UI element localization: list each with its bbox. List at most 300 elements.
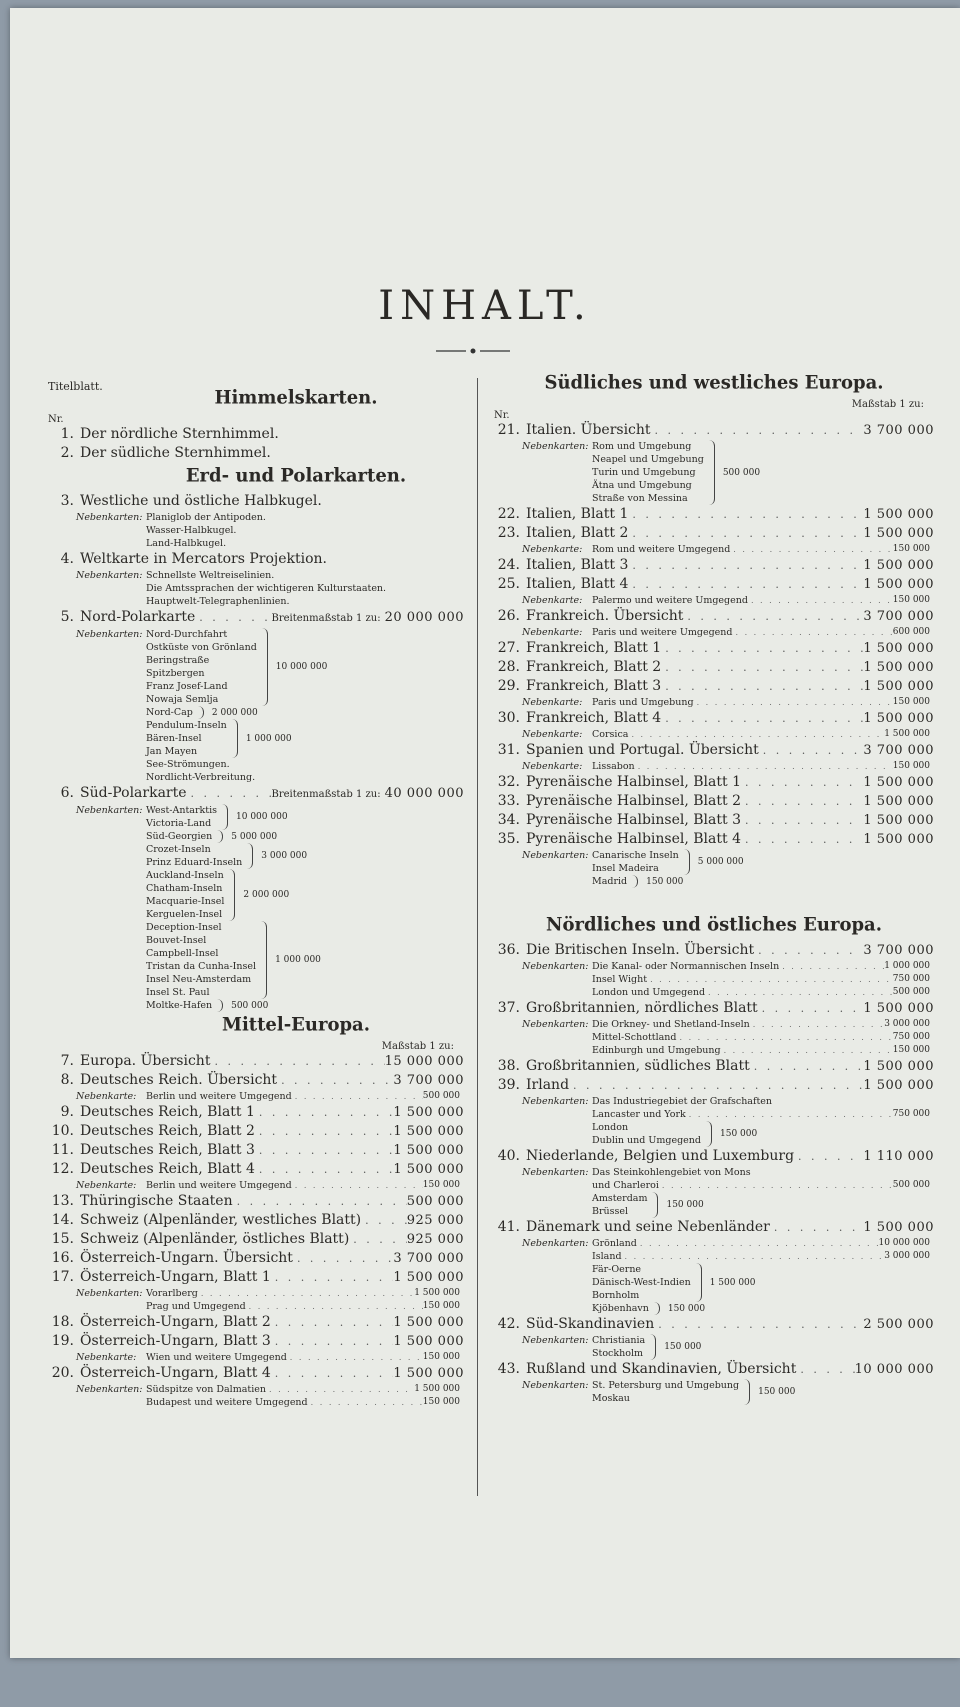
- nebenkarte-row: [494, 1263, 691, 1276]
- toc-entry-line: [48, 1364, 464, 1383]
- entry-scale: 1 500 000: [393, 1334, 464, 1349]
- toc-entry: [494, 792, 934, 811]
- leader-dots: [292, 1090, 423, 1103]
- entry-number: 37.: [497, 1000, 520, 1016]
- nebenkarte-name: West-Antarktis: [146, 805, 218, 816]
- nebenkarte-row: [48, 680, 257, 693]
- nebenkarte-name: Palermo und weitere Umgegend: [592, 595, 748, 606]
- nebenkarte-scale: 500 000: [892, 1180, 930, 1190]
- nebenkarten-group-items: [48, 830, 212, 843]
- nebenkarte-name: Das Steinkohlengebiet von Mons: [592, 1167, 751, 1178]
- nebenkarte-label: [76, 869, 146, 882]
- leader-dots: [686, 1108, 893, 1121]
- nebenkarte-name: Jan Mayen: [146, 746, 198, 757]
- toc-entry: [494, 556, 934, 575]
- entry-number: 36.: [497, 942, 520, 958]
- nebenkarte-label: [76, 719, 146, 732]
- nebenkarten-group-items: [48, 719, 227, 758]
- entry-scale: 1 500 000: [863, 641, 934, 656]
- page-title: INHALT.: [378, 283, 592, 329]
- entry-title: Der nördliche Sternhimmel.: [80, 426, 279, 442]
- nebenkarte-name: Beringstraße: [146, 655, 210, 666]
- toc-entry-line: [494, 677, 934, 696]
- nebenkarte-name: Prag und Umgegend: [146, 1301, 246, 1312]
- nebenkarte-label: [76, 960, 146, 973]
- nebenkarte-name: Planiglob der Antipoden.: [146, 512, 266, 523]
- nebenkarte-row: [48, 667, 257, 680]
- nebenkarte-name: Vorarlberg: [146, 1288, 198, 1299]
- entry-title: Nord-Polarkarte: [80, 609, 196, 625]
- toc-entry: [494, 677, 934, 709]
- nebenkarte-name: Fär-Oerne: [592, 1264, 642, 1275]
- nebenkarte-name: Island: [592, 1251, 622, 1262]
- nebenkarte-label: [522, 1347, 592, 1360]
- toc-entry-line: [494, 773, 934, 792]
- nebenkarten-group: [494, 1121, 934, 1147]
- nebenkarte-name: Mittel-Schottland: [592, 1032, 677, 1043]
- leader-dots: [661, 709, 863, 728]
- toc-entry: [494, 811, 934, 830]
- nebenkarte-label: [76, 693, 146, 706]
- nebenkarte-name: Bornholm: [592, 1290, 640, 1301]
- entry-title: Deutsches Reich, Blatt 3: [80, 1142, 255, 1158]
- nebenkarte-name: Franz Josef-Land: [146, 681, 228, 692]
- nebenkarte-scale: 600 000: [892, 627, 930, 637]
- entry-scale: 1 500 000: [393, 1270, 464, 1285]
- nr-column-header: Nr.: [494, 410, 510, 421]
- nebenkarte-row: [494, 1018, 934, 1031]
- nebenkarte-label: Nebenkarten:: [76, 805, 143, 816]
- entry-title: Frankreich, Blatt 4: [526, 710, 662, 726]
- toc-entry-line: [494, 792, 934, 811]
- nebenkarte-row: [48, 569, 464, 582]
- toc-entry-line: [494, 709, 934, 728]
- leader-dots: [233, 1192, 407, 1211]
- toc-entry-line: [494, 1315, 934, 1334]
- toc-entry-line: [48, 608, 464, 628]
- entry-number: 8.: [60, 1072, 74, 1088]
- nebenkarte-scale: 150 000: [422, 1301, 460, 1311]
- entry-title: Süd-Skandinavien: [526, 1316, 655, 1332]
- nebenkarte-name: Nowaja Semlja: [146, 694, 219, 705]
- nebenkarte-row: [494, 760, 934, 773]
- toc-entry: [494, 1360, 934, 1405]
- nebenkarte-scale: 750 000: [892, 1109, 930, 1119]
- entry-scale: 1 500 000: [393, 1315, 464, 1330]
- nebenkarte-row: [494, 594, 934, 607]
- toc-entry-line: [494, 811, 934, 830]
- nebenkarten-group: [494, 1263, 934, 1302]
- toc-entry-line: [494, 1360, 934, 1379]
- entry-scale: 925 000: [406, 1213, 464, 1228]
- nebenkarte-label: [522, 1031, 592, 1044]
- toc-entry-line: [494, 607, 934, 626]
- nebenkarte-label: [76, 706, 146, 719]
- toc-entry-line: [48, 1268, 464, 1287]
- nebenkarte-row: [48, 973, 256, 986]
- nebenkarte-name: Dublin und Umgegend: [592, 1135, 701, 1146]
- entry-title: Europa. Übersicht: [80, 1053, 211, 1069]
- entry-scale: 1 500 000: [863, 660, 934, 675]
- nebenkarte-name: Berlin und weitere Umgegend: [146, 1180, 292, 1191]
- entry-title: Österreich-Ungarn, Blatt 2: [80, 1314, 271, 1330]
- right-column: [494, 370, 934, 1405]
- group-scale: 3 000 000: [261, 851, 308, 861]
- leader-dots: [758, 999, 864, 1018]
- nebenkarte-name: Amsterdam: [592, 1193, 648, 1204]
- nebenkarte-label: [522, 875, 592, 888]
- nebenkarte-row: [48, 595, 464, 608]
- toc-entry-line: [48, 1313, 464, 1332]
- entry-scale: 3 700 000: [863, 423, 934, 438]
- nebenkarten-group-items: [494, 1263, 691, 1302]
- scale-column-header: Maßstab 1 zu:: [851, 399, 924, 410]
- nebenkarte-label: Nebenkarte:: [522, 595, 583, 606]
- toc-entry-line: [48, 1230, 464, 1249]
- toc-entry: [48, 608, 464, 784]
- entry-scale: 1 500 000: [863, 1059, 934, 1074]
- nebenkarten-group: [48, 706, 464, 719]
- nebenkarte-row: [494, 1044, 934, 1057]
- group-brace: [691, 1263, 702, 1302]
- nebenkarten-group-items: [494, 1302, 649, 1315]
- nebenkarte-row: [494, 849, 679, 862]
- entry-title: Deutsches Reich. Übersicht: [80, 1072, 278, 1088]
- nebenkarte-name: Paris und weitere Umgegend: [592, 627, 733, 638]
- entry-title: Italien, Blatt 4: [526, 576, 629, 592]
- nebenkarte-name: Madrid: [592, 876, 628, 887]
- nebenkarte-row: [494, 492, 704, 505]
- toc-entry-line: [494, 1057, 934, 1076]
- entry-scale: 1 500 000: [863, 711, 934, 726]
- nebenkarte-label: Nebenkarte:: [76, 1352, 137, 1363]
- entry-title: Italien. Übersicht: [526, 422, 651, 438]
- toc-entry: [48, 1141, 464, 1160]
- leader-dots: [236, 524, 464, 537]
- nebenkarten-group-items: [48, 706, 193, 719]
- entry-number: 24.: [497, 557, 520, 573]
- nebenkarte-label: [522, 1289, 592, 1302]
- leader-dots: [721, 1044, 893, 1057]
- entry-number: 34.: [497, 812, 520, 828]
- entry-number: 23.: [497, 525, 520, 541]
- leader-dots: [266, 1383, 414, 1396]
- nebenkarten-group: [494, 875, 934, 888]
- toc-entry-line: [48, 492, 464, 511]
- nebenkarte-label: Nebenkarte:: [522, 761, 583, 772]
- nebenkarte-row: [494, 862, 679, 875]
- leader-dots: [386, 582, 464, 595]
- group-scale: 10 000 000: [236, 812, 288, 822]
- nebenkarte-row: [494, 1347, 645, 1360]
- leader-dots: [271, 1268, 394, 1287]
- nebenkarte-scale: 750 000: [892, 974, 930, 984]
- nebenkarte-label: [76, 973, 146, 986]
- leader-dots: [187, 784, 272, 803]
- entry-scale: 1 500 000: [863, 832, 934, 847]
- nebenkarte-name: Die Kanal- oder Normannischen Inseln: [592, 961, 780, 972]
- leader-dots: [293, 1249, 393, 1268]
- nebenkarte-scale: 1 000 000: [884, 961, 930, 971]
- nebenkarte-row: [494, 728, 934, 741]
- nebenkarte-row: [494, 1379, 739, 1392]
- nebenkarte-label: [76, 986, 146, 999]
- entry-scale: 1 500 000: [393, 1124, 464, 1139]
- leader-dots: [628, 524, 863, 543]
- toc-entry-line: [494, 1218, 934, 1237]
- breitenmassstab-label: Breitenmaßstab 1 zu:: [271, 789, 381, 800]
- nebenkarte-label: [76, 947, 146, 960]
- leader-dots: [759, 741, 864, 760]
- leader-dots: [661, 677, 863, 696]
- nebenkarte-name: Insel Neu-Amsterdam: [146, 974, 252, 985]
- nebenkarte-scale: 1 500 000: [414, 1384, 460, 1394]
- nebenkarte-scale: 150 000: [892, 697, 930, 707]
- leader-dots: [195, 608, 271, 627]
- nebenkarten-group: [494, 849, 934, 875]
- entry-title: Schweiz (Alpenländer, westliches Blatt): [80, 1212, 362, 1228]
- nebenkarten-group: [48, 628, 464, 706]
- toc-entry: [494, 941, 934, 999]
- nebenkarte-name: Rom und Umgebung: [592, 441, 692, 452]
- entry-scale: 2 500 000: [863, 1317, 934, 1332]
- group-scale: 2 000 000: [243, 890, 290, 900]
- nebenkarte-name: Auckland-Inseln: [146, 870, 224, 881]
- toc-entry-line: [494, 505, 934, 524]
- group-brace: [701, 1121, 712, 1147]
- toc-entry-line: [48, 550, 464, 569]
- group-brace: [256, 921, 267, 999]
- nebenkarte-name: Straße von Messina: [592, 493, 688, 504]
- entry-number: 30.: [497, 710, 520, 726]
- toc-entry-line: [494, 524, 934, 543]
- nebenkarten-group-items: [48, 921, 256, 999]
- nebenkarte-row: [494, 1031, 934, 1044]
- nebenkarte-row: [48, 1287, 464, 1300]
- group-scale: 1 500 000: [709, 1277, 756, 1288]
- entry-title: Österreich-Ungarn, Blatt 4: [80, 1365, 271, 1381]
- nebenkarte-row: [494, 1121, 701, 1134]
- toc-entry-line: [48, 1332, 464, 1351]
- nebenkarten-group-items: [494, 1192, 647, 1218]
- nebenkarte-name: Nord-Durchfahrt: [146, 629, 228, 640]
- nebenkarten-group-items: [494, 1334, 645, 1360]
- leader-dots: [255, 1141, 393, 1160]
- entry-number: 42.: [497, 1316, 520, 1332]
- toc-entry: [494, 421, 934, 505]
- nebenkarte-row: [48, 947, 256, 960]
- nebenkarte-label: [76, 1396, 146, 1409]
- leader-dots: [628, 728, 884, 741]
- nebenkarte-scale: 500 000: [422, 1091, 460, 1101]
- group-brace: [647, 1192, 658, 1218]
- nebenkarte-label: [76, 843, 146, 856]
- breitenmassstab-label: Breitenmaßstab 1 zu:: [271, 613, 381, 624]
- entry-number: 35.: [497, 831, 520, 847]
- entry-scale: 1 500 000: [863, 1001, 934, 1016]
- entry-number: 38.: [497, 1058, 520, 1074]
- toc-entry: [494, 607, 934, 639]
- toc-entry-line: [494, 575, 934, 594]
- entry-scale: 3 700 000: [863, 609, 934, 624]
- entry-number: 40.: [497, 1148, 520, 1164]
- toc-entry: [48, 1122, 464, 1141]
- toc-entry: [48, 444, 464, 463]
- nebenkarte-row: [494, 479, 704, 492]
- toc-entry: [494, 505, 934, 524]
- entry-title: Pyrenäische Halbinsel, Blatt 3: [526, 812, 741, 828]
- nebenkarte-row: [48, 804, 217, 817]
- nebenkarten-group: [48, 804, 464, 830]
- entry-title: Irland: [526, 1077, 570, 1093]
- nebenkarte-name: Edinburgh und Umgebung: [592, 1045, 721, 1056]
- nebenkarte-name: Insel Wight: [592, 974, 648, 985]
- nebenkarten-group-items: [48, 843, 242, 869]
- nebenkarte-row: [494, 1179, 934, 1192]
- entry-number: 21.: [497, 422, 520, 438]
- nebenkarte-name: Hauptwelt-Telegraphenlinien.: [146, 596, 290, 607]
- nebenkarte-label: Nebenkarten:: [522, 441, 589, 452]
- nebenkarte-label: [522, 1392, 592, 1405]
- nebenkarte-name: Südspitze von Dalmatien: [146, 1384, 266, 1395]
- toc-entry-line: [494, 941, 934, 960]
- nebenkarte-name: Brüssel: [592, 1206, 629, 1217]
- toc-entry-line: [48, 1192, 464, 1211]
- toc-entry-line: [48, 1052, 464, 1071]
- nebenkarte-row: [48, 934, 256, 947]
- entry-number: 13.: [51, 1193, 74, 1209]
- group-brace: [704, 440, 715, 505]
- nebenkarten-group-items: [48, 758, 255, 784]
- group-brace: [645, 1334, 656, 1360]
- leader-dots: [308, 1396, 423, 1409]
- toc-entry-line: [48, 1071, 464, 1090]
- nebenkarte-label: [522, 1276, 592, 1289]
- entry-scale: 1 500 000: [863, 1078, 934, 1093]
- entry-title: Deutsches Reich, Blatt 4: [80, 1161, 255, 1177]
- nebenkarte-name: Corsica: [592, 729, 629, 740]
- entry-title: Pyrenäische Halbinsel, Blatt 4: [526, 831, 741, 847]
- nebenkarte-row: [48, 830, 212, 843]
- leader-dots: [772, 1095, 934, 1108]
- group-brace: [193, 706, 204, 719]
- entry-number: 32.: [497, 774, 520, 790]
- nebenkarte-row: [494, 1392, 739, 1405]
- nebenkarte-label: [76, 654, 146, 667]
- nebenkarte-label: [522, 1250, 592, 1263]
- nebenkarten-group: [48, 869, 464, 921]
- entry-number: 28.: [497, 659, 520, 675]
- toc-entry: [48, 1364, 464, 1409]
- leader-dots: [271, 1332, 394, 1351]
- entry-number: 15.: [51, 1231, 74, 1247]
- entry-number: 12.: [51, 1161, 74, 1177]
- entry-scale: 1 500 000: [863, 775, 934, 790]
- nebenkarte-row: [494, 1108, 934, 1121]
- nebenkarte-name: Berlin und weitere Umgegend: [146, 1091, 292, 1102]
- entry-title: Westliche und östliche Halbkugel.: [80, 493, 322, 509]
- nebenkarte-row: [494, 440, 704, 453]
- entry-title: Pyrenäische Halbinsel, Blatt 2: [526, 793, 741, 809]
- leader-dots: [683, 607, 863, 626]
- nebenkarte-label: [522, 1263, 592, 1276]
- nebenkarte-row: [48, 999, 212, 1012]
- entry-number: 14.: [51, 1212, 74, 1228]
- nebenkarte-row: [494, 1289, 691, 1302]
- entry-title: Österreich-Ungarn, Blatt 3: [80, 1333, 271, 1349]
- entry-number: 19.: [51, 1333, 74, 1349]
- entry-number: 6.: [60, 785, 74, 801]
- group-brace: [679, 849, 690, 875]
- nebenkarte-row: [494, 543, 934, 556]
- entry-title: Großbritannien, nördliches Blatt: [526, 1000, 758, 1016]
- nebenkarte-label: [76, 745, 146, 758]
- toc-entry: [48, 1211, 464, 1230]
- nebenkarte-label: [522, 466, 592, 479]
- nebenkarte-row: [494, 1192, 647, 1205]
- nebenkarte-scale: 3 000 000: [884, 1251, 930, 1261]
- leader-dots: [287, 1351, 423, 1364]
- toc-entry: [494, 709, 934, 741]
- entry-scale: 15 000 000: [384, 1054, 464, 1069]
- entry-number: 1.: [60, 426, 74, 442]
- nebenkarte-label: Nebenkarte:: [522, 544, 583, 555]
- leader-dots: [661, 639, 863, 658]
- nebenkarte-name: Kjöbenhavn: [592, 1303, 649, 1314]
- leader-dots: [255, 1103, 393, 1122]
- entry-number: 3.: [60, 493, 74, 509]
- nebenkarte-name: Grönland: [592, 1238, 637, 1249]
- nebenkarte-name: Lancaster und York: [592, 1109, 686, 1120]
- leader-dots: [794, 1147, 863, 1166]
- nebenkarte-label: [522, 479, 592, 492]
- nebenkarten-group-items: [48, 804, 217, 830]
- group-scale: 150 000: [667, 1303, 706, 1314]
- nebenkarte-label: Nebenkarten:: [522, 1335, 589, 1346]
- nebenkarte-label: Nebenkarten:: [522, 1380, 589, 1391]
- entry-scale: 1 500 000: [393, 1366, 464, 1381]
- column-divider: [477, 378, 478, 1496]
- leader-dots: [676, 1031, 892, 1044]
- nebenkarte-row: [494, 1166, 934, 1179]
- nebenkarte-name: See-Strömungen.: [146, 759, 230, 770]
- nebenkarte-name: Chatham-Inseln: [146, 883, 223, 894]
- leader-dots: [628, 556, 863, 575]
- section-heading: Mittel-Europa.: [222, 1013, 370, 1036]
- nebenkarte-scale: 150 000: [892, 595, 930, 605]
- group-brace: [224, 869, 235, 921]
- nebenkarte-name: Prinz Eduard-Inseln: [146, 857, 243, 868]
- nebenkarte-row: [48, 758, 255, 771]
- nebenkarte-name: Pendulum-Inseln: [146, 720, 227, 731]
- nebenkarte-row: [48, 1383, 464, 1396]
- nebenkarte-name: Crozet-Inseln: [146, 844, 211, 855]
- entry-title: Deutsches Reich, Blatt 1: [80, 1104, 255, 1120]
- leader-dots: [274, 569, 464, 582]
- nebenkarte-name: Die Orkney- und Shetland-Inseln: [592, 1019, 750, 1030]
- nebenkarte-label: [76, 771, 146, 784]
- leader-dots: [770, 1218, 863, 1237]
- entry-title: Österreich-Ungarn. Übersicht: [80, 1250, 293, 1266]
- toc-entry: [494, 1315, 934, 1360]
- leader-dots: [255, 1122, 393, 1141]
- leader-dots: [635, 760, 893, 773]
- nebenkarte-label: [522, 453, 592, 466]
- entry-scale: 3 700 000: [393, 1251, 464, 1266]
- nebenkarte-name: Insel St. Paul: [146, 987, 210, 998]
- nebenkarte-label: [522, 1134, 592, 1147]
- nebenkarte-name: London und Umgegend: [592, 987, 706, 998]
